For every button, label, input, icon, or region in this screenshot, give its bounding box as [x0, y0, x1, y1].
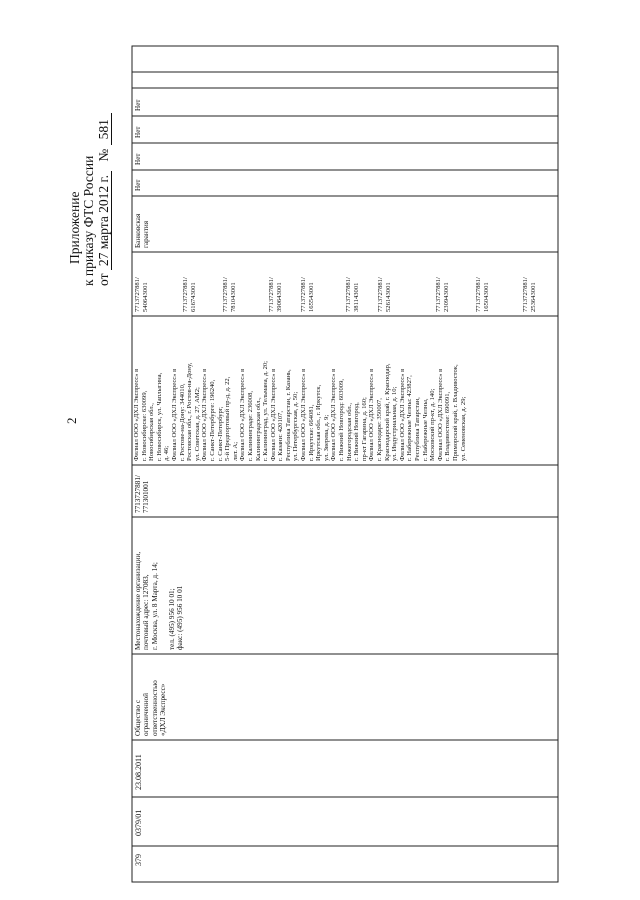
- registration-date: 23.08.2011: [134, 754, 143, 790]
- appendix-order-ref: к приказу ФТС России: [81, 155, 96, 286]
- organization-name: Общество с ограниченной ответственностью «ДХЛ Экспресс»: [134, 680, 168, 736]
- flag-4: Нет: [134, 99, 142, 111]
- branch-addresses: Филиал ООО «ДХЛ Экспресс» в г. Новосибирске: 630099, Новосибирская обл., г. Новосибирск, ул. Чаплыгина, д. 46; Филиал ООО «ДХЛ Экспресс» в г. Ростове-на-Дону: 344010, Ростовская обл., г. Ростов-на-Дону, ул. Советская, д. 27, АМ2; Филиал ООО «ДХЛ Экспресс» в г. Санкт-Петербурге: 196240, г. Санкт-Петербург, 5-й Предпортовый пр-д, д. 22, лит. А; Филиал ООО «ДХЛ Экспресс» в г. Калининграде: 236008, Калининградская обл., г. Калининград, ул. Тельмана, д. 20; Филиал ООО «ДХЛ Экспресс» в г. Казани: 420107, Республика Татарстан, г. Казань, ул. Петербургская, д. 50; Филиал ООО «ДХЛ Экспресс» в г. Иркутске: 664081, Иркутская обл., г. Иркутск, ул. Зверева, д. 9; Филиал ООО «ДХЛ Экспресс» в г. Нижний Новгород: 603009, Нижегородская обл., г. Нижний Новгород, пр-кт Гагарина, д. 160; Филиал ООО «ДХЛ Экспресс» в г. Краснодаре: 350007, Краснодарский край, г. Краснодар, ул. Индустриальная, д. 10; Филиал ООО «ДХЛ Экспресс» в г. Набережные Челны: 423827, Республика Татарстан, г. Набережные Челны, Московский пр-кт, д. 140; Филиал ООО «ДХЛ Экспресс» в г. Владивостоке: 690091, Приморский край, г. Владивосток, ул. Семеновская, д. 29;: [133, 360, 467, 461]
- branch-code-9: 7713727881/ 165043001: [475, 277, 490, 312]
- row-index: 379: [134, 854, 143, 866]
- date-prefix: от: [96, 273, 111, 286]
- order-date: 27 марта 2012 г.: [97, 171, 112, 270]
- order-number: 581: [97, 113, 112, 145]
- branch-code-5: 7713727881/ 165543001: [300, 277, 315, 312]
- branch-code-3: 7713727881/ 781043001: [222, 277, 237, 312]
- flag-2: Нет: [134, 153, 142, 165]
- bank-guarantee: Банковская гарантия: [134, 213, 151, 248]
- branch-code-8: 7713727881/ 230943001: [435, 277, 450, 312]
- appendix-title: Приложение: [67, 191, 82, 264]
- branch-code-1: 7713727881/ 540643001: [134, 277, 149, 312]
- branch-code-2: 7713727881/ 616743001: [182, 277, 197, 312]
- branch-code-6: 7713727881/ 381143001: [345, 277, 360, 312]
- flag-1: Нет: [134, 179, 142, 191]
- flag-3: Нет: [134, 126, 142, 138]
- branch-code-4: 7713727881/ 390643001: [268, 277, 283, 312]
- organization-location: Местонахождение организации, почтовый адрес: 127083, г. Москва, ул. 8 Марта, д. 14; тел. (495) 956 10 01; факс: (495) 956 10 01: [134, 551, 185, 650]
- registry-number: 0379/01: [134, 809, 143, 836]
- branch-code-7: 7713727881/ 526143001: [377, 277, 392, 312]
- page-number: 2: [64, 417, 79, 424]
- inn-kpp: 7713727881/ 771301001: [134, 475, 151, 513]
- number-sign: №: [96, 148, 111, 162]
- branch-code-10: 7713727881/ 253643001: [522, 277, 537, 312]
